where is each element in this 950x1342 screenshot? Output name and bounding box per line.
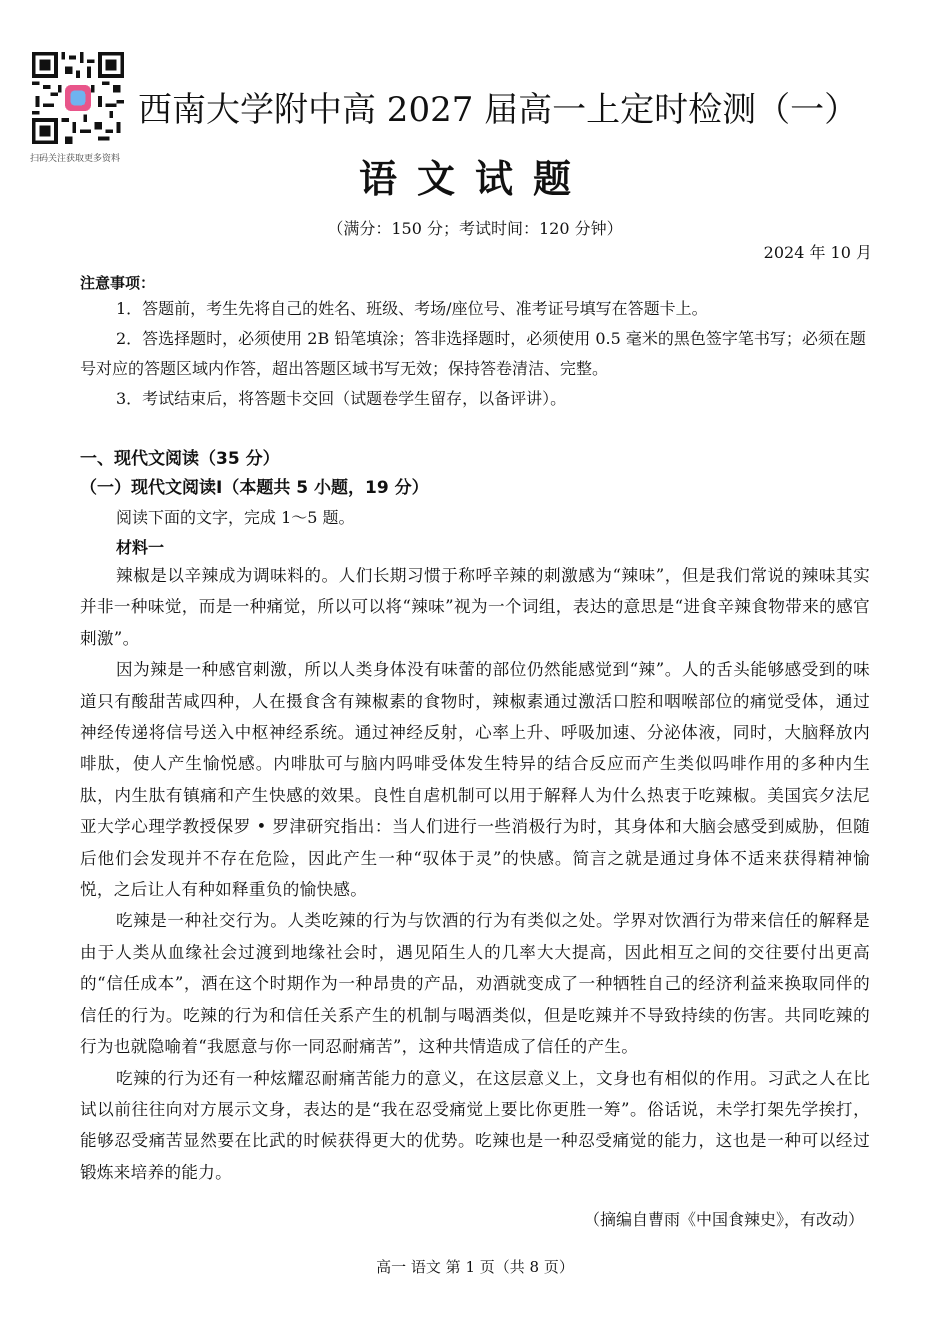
exam-meta: （满分：150 分；考试时间：120 分钟） bbox=[327, 219, 623, 238]
source-citation: （摘编自曹雨《中国食辣史》，有改动） bbox=[583, 1210, 864, 1229]
section-heading: 一、现代文阅读（35 分） bbox=[80, 449, 280, 469]
subsection-heading: （一）现代文阅读I（本题共 5 小题，19 分） bbox=[80, 478, 429, 498]
school-exam-title: 西南大学附中高 2027 届高一上定时检测（一） bbox=[138, 90, 859, 130]
passage-paragraph: 吃辣的行为还有一种炫耀忍耐痛苦能力的意义，在这层意义上，文身也有相似的作用。习武之人在比试以前往往向对方展示文身，表达的是“我在忍受痛觉上要比你更胜一筹”。俗话说，未学打架先学挨打，能够忍受痛苦显然要在比武的时候获得更大的优势。吃辣也是一种忍受痛觉的能力，这也是一种可以经过锻炼来培养的能力。 bbox=[80, 1068, 870, 1182]
passage-paragraph: 吃辣是一种社交行为。人类吃辣的行为与饮酒的行为有类似之处。学界对饮酒行为带来信任的解释是由于人类从血缘社会过渡到地缘社会时，遇见陌生人的几率大大提高，因此相互之间的交往要付出更高的“信任成本”，酒在这个时期作为一种昂贵的产品，劝酒就变成了一种牺牲自己的经济利益来换取同伴的信任的行为。吃辣的行为和信任关系产生的机制与喝酒类似，但是吃辣并不导致持续的伤害。共同吃辣的行为也就隐喻着“我愿意与你一同忍耐痛苦”，这种共情造成了信任的产生。 bbox=[80, 911, 870, 1057]
passage-paragraph: 因为辣是一种感官刺激，所以人类身体没有味蕾的部位仍然能感觉到“辣”。人的舌头能够感受到的味道只有酸甜苦咸四种，人在摄食含有辣椒素的食物时，辣椒素通过激活口腔和咽喉部位的痛觉受体，通过神经传递将信号送入中枢神经系统。通过神经反射，心率上升、呼吸加速、分泌体液，同时，大脑释放内啡肽，使人产生愉悦感。内啡肽可与脑内吗啡受体发生特异的结合反应而产生类似吗啡作用的多种内生肽，内生肽有镇痛和产生快感的效果。良性自虐机制可以用于解释人为什么热衷于吃辣椒。美国宾夕法尼亚大学心理学教授保罗 • 罗津研究指出：当人们进行一些消极行为时，其身体和大脑会感受到威胁，但随后他们会发现并不存在危险，因此产生一种“驭体于灵”的快感。简言之就是通过身体不适来获得精神愉悦，之后让人有种如释重负的愉快感。 bbox=[80, 660, 870, 900]
page-footer: 高一 语文 第 1 页（共 8 页） bbox=[376, 1258, 574, 1276]
passage-paragraph: 辣椒是以辛辣成为调味料的。人们长期习惯于称呼辛辣的刺激感为“辣味”，但是我们常说的辣味其实并非一种味觉，而是一种痛觉，所以可以将“辣味”视为一个词组，表达的意思是“进食辛辣食物带来的感官刺激”。 bbox=[80, 566, 870, 648]
subject-title: 语文试题 bbox=[358, 157, 591, 201]
notice-item: 2．答选择题时，必须使用 2B 铅笔填涂；答非选择题时，必须使用 0.5 毫米的黑色签字笔书写；必须在题号对应的答题区域内作答，超出答题区域书写无效；保持答卷清洁、完整。 bbox=[80, 329, 866, 378]
qr-caption: 扫码关注获取更多资料 bbox=[30, 154, 121, 164]
exam-date: 2024 年 10 月 bbox=[763, 243, 872, 262]
notice-item: 1．答题前，考生先将自己的姓名、班级、考场/座位号、准考证号填写在答题卡上。 bbox=[116, 299, 708, 318]
notice-heading: 注意事项： bbox=[80, 274, 156, 292]
notice-list bbox=[80, 294, 870, 414]
reading-instruction: 阅读下面的文字，完成 1～5 题。 bbox=[116, 508, 355, 527]
qr-code-image bbox=[32, 52, 124, 144]
notice-item: 3．考试结束后，将答题卡交回（试题卷学生留存，以备评讲）。 bbox=[116, 389, 567, 408]
material-label: 材料一 bbox=[116, 538, 165, 557]
reading-passage bbox=[80, 560, 870, 1188]
